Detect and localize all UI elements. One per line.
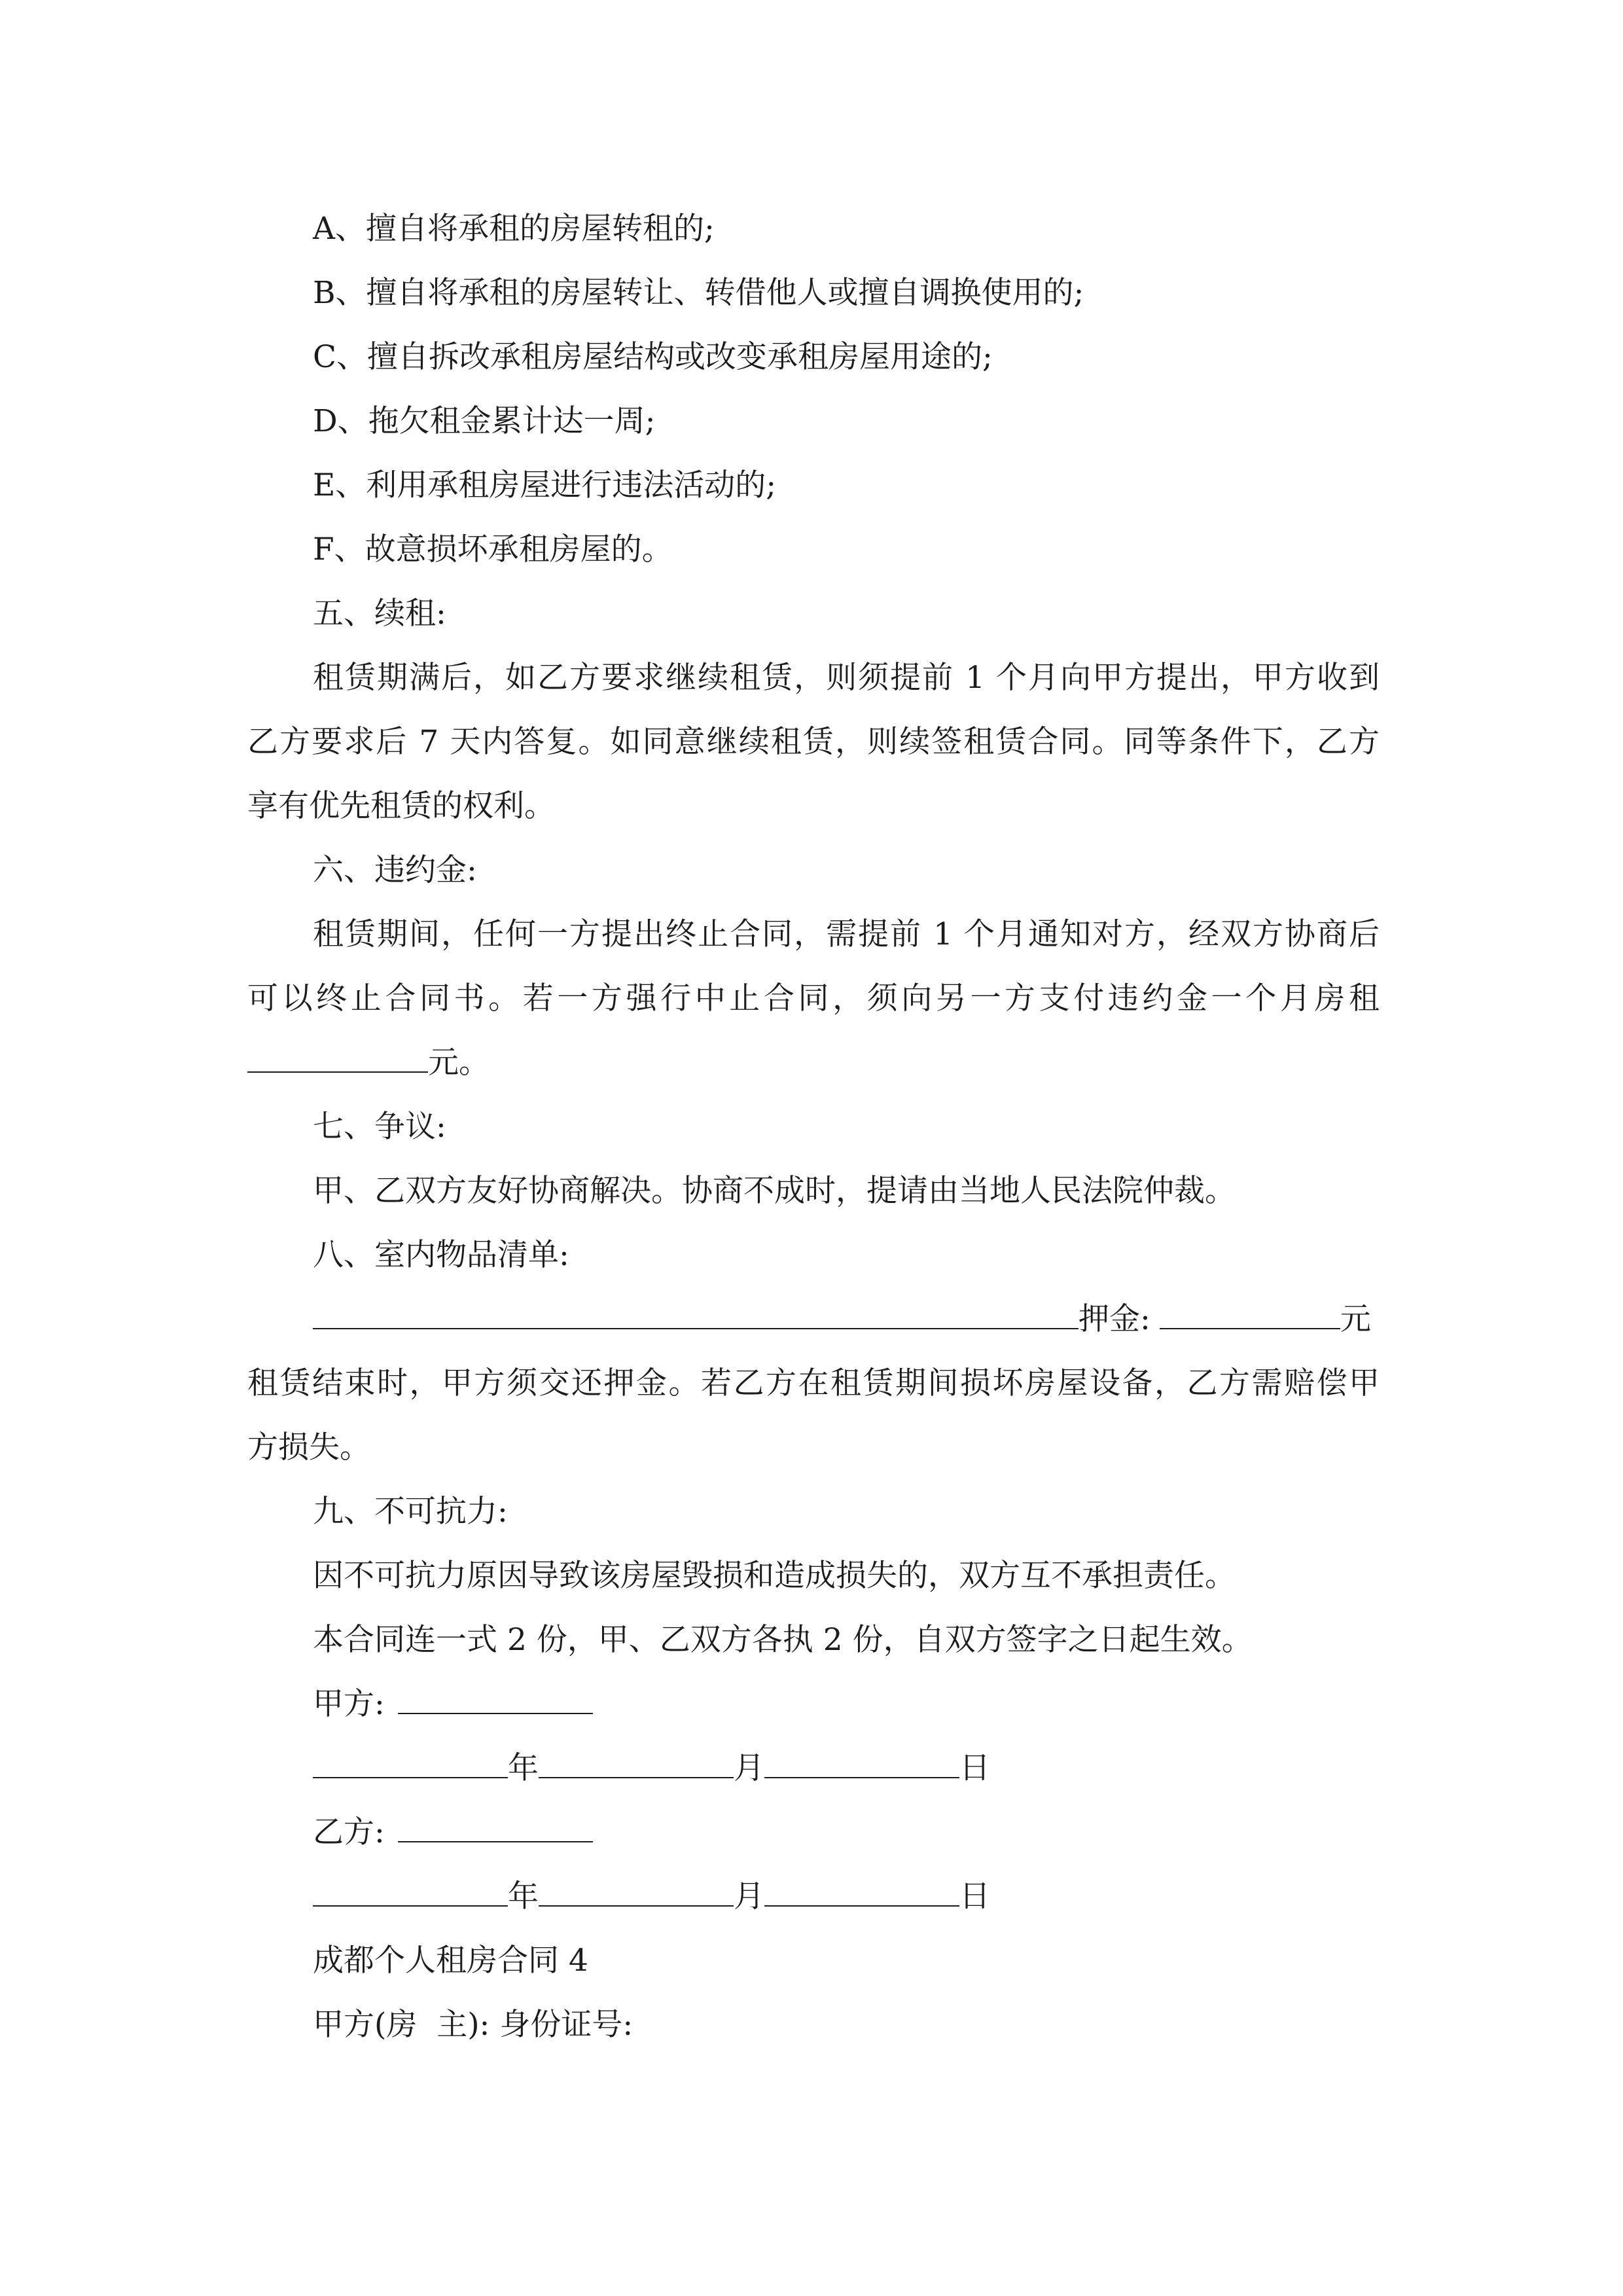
clause-e: E、利用承租房屋进行违法活动的; [313,467,777,503]
deposit-amount-blank[interactable] [1160,1299,1340,1329]
dispute-paragraph: 甲、乙双方友好协商解决。协商不成时，提请由当地人民法院仲裁。 [313,1173,1236,1209]
deposit-paragraph-line: 租赁结束时，甲方须交还押金。若乙方在租赁期间损坏房屋设备，乙方需赔偿甲 [247,1365,1380,1401]
inventory-deposit-line [313,1299,1380,1340]
penalty-amount-line [247,1042,1380,1084]
party-a-label: 甲方: [313,1686,385,1722]
penalty-amount-unit: 元。 [428,1045,490,1081]
section-penalty-title: 六、违约金: [313,852,477,888]
deposit-paragraph-line: 方损失。 [247,1429,370,1465]
clause-b: B、擅自将承租的房屋转让、转借他人或擅自调换使用的; [313,275,1084,311]
month-label: 月 [734,1750,764,1786]
party-a-year-blank[interactable] [313,1748,508,1778]
party-a-signature-blank[interactable] [398,1684,593,1714]
year-label: 年 [508,1878,539,1914]
party-b-date-line [313,1876,1380,1918]
clause-d: D、拖欠租金累计达一周; [313,403,656,439]
clause-c: C、擅自拆改承租房屋结构或改变承租房屋用途的; [313,339,993,375]
deposit-unit: 元 [1340,1301,1371,1337]
section-dispute-title: 七、争议: [313,1109,446,1145]
force-majeure-paragraph: 因不可抗力原因导致该房屋毁损和造成损失的，双方互不承担责任。 [313,1558,1236,1594]
renewal-paragraph-line: 乙方要求后 7 天内答复。如同意继续租赁，则续签租赁合同。同等条件下，乙方 [247,724,1380,760]
party-b-day-blank[interactable] [764,1876,959,1907]
section-force-majeure-title: 九、不可抗力: [313,1494,508,1530]
clause-f: F、故意损坏承租房屋的。 [313,531,673,567]
party-b-month-blank[interactable] [539,1876,734,1907]
party-b-label: 乙方: [313,1814,385,1850]
party-a-date-line [313,1748,1380,1789]
penalty-paragraph-line: 可以终止合同书。若一方强行中止合同，须向另一方支付违约金一个月房租 [247,980,1380,1016]
day-label: 日 [959,1750,990,1786]
clause-a: A、擅自将承租的房屋转租的; [313,211,715,247]
party-a-month-blank[interactable] [539,1748,734,1778]
next-contract-title: 成都个人租房合同 4 [313,1943,588,1979]
section-renewal-title: 五、续租: [313,596,446,632]
party-a-day-blank[interactable] [764,1748,959,1778]
penalty-paragraph-line: 租赁期间，任何一方提出终止合同，需提前 1 个月通知对方，经双方协商后 [313,916,1380,952]
day-label: 日 [959,1878,990,1914]
party-b-signature-line [313,1812,1380,1854]
renewal-paragraph-line: 享有优先租赁的权利。 [247,788,555,824]
year-label: 年 [508,1750,539,1786]
section-inventory-title: 八、室内物品清单: [313,1237,569,1273]
inventory-list-blank[interactable] [313,1299,1079,1329]
party-b-year-blank[interactable] [313,1876,508,1907]
copies-paragraph: 本合同连一式 2 份，甲、乙双方各执 2 份，自双方签字之日起生效。 [313,1622,1253,1658]
next-contract-party-a: 甲方(房 主): 身份证号: [313,2007,633,2043]
renewal-paragraph-line: 租赁期满后，如乙方要求继续租赁，则须提前 1 个月向甲方提出，甲方收到 [313,660,1380,696]
penalty-amount-blank[interactable] [247,1043,428,1073]
party-b-signature-blank[interactable] [398,1812,593,1842]
deposit-label: 押金: [1079,1301,1150,1337]
month-label: 月 [734,1878,764,1914]
party-a-signature-line [313,1683,1380,1725]
